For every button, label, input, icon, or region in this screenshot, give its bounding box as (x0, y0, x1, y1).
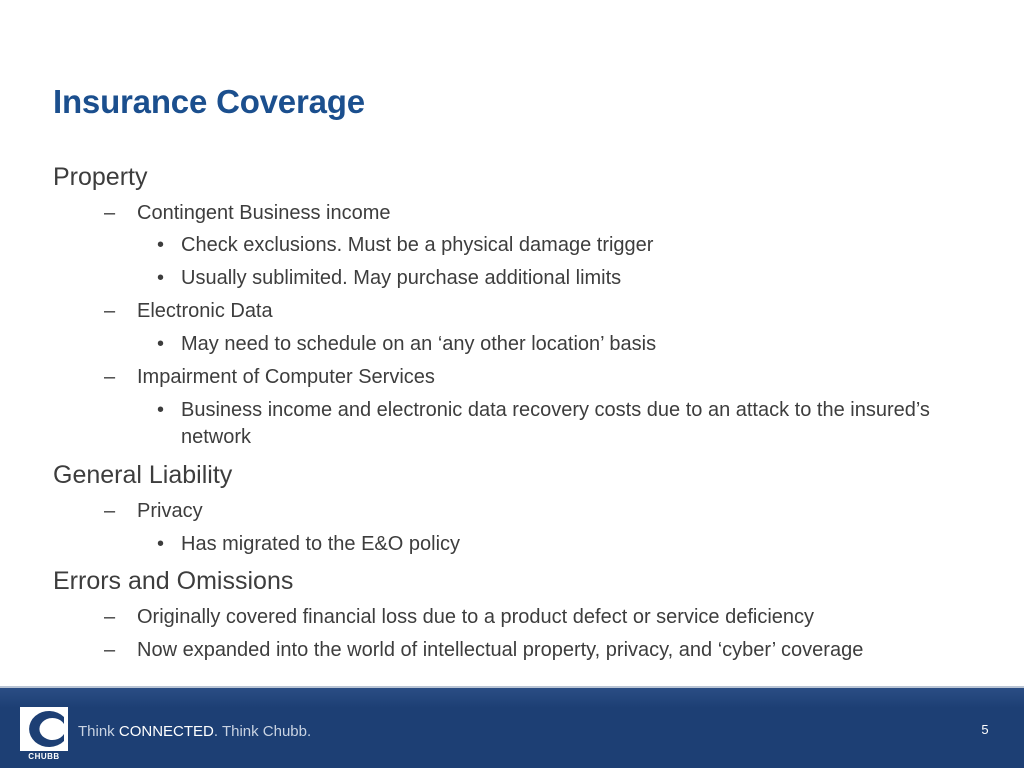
bullet-usually-sublimited (157, 265, 977, 292)
bullet-business-income-recovery (157, 397, 977, 451)
dash-marker: – (104, 606, 116, 628)
logo-wordmark: CHUBB (28, 752, 60, 761)
subitem-label: Privacy (137, 500, 203, 522)
bullet-text: Usually sublimited. May purchase additional limits (181, 267, 622, 289)
bullet-has-migrated (157, 531, 977, 558)
subitem-label: Now expanded into the world of intellectual property, privacy, and ‘cyber’ coverage (137, 639, 864, 661)
bullet-marker: • (157, 399, 165, 421)
bullet-marker: • (157, 533, 165, 555)
bullet-text: Has migrated to the E&O policy (181, 533, 461, 555)
section-heading-general-liability: General Liability (53, 461, 233, 489)
dash-marker: – (104, 202, 116, 224)
subitem-label: Contingent Business income (137, 202, 391, 224)
tagline-connected: CONNECTED (118, 723, 214, 740)
subitem-label: Impairment of Computer Services (137, 366, 435, 388)
bullet-text: Check exclusions. Must be a physical damage trigger (181, 234, 654, 256)
dash-marker: – (104, 300, 116, 322)
bullet-may-need-to-schedule (157, 331, 977, 358)
dash-marker: – (104, 366, 116, 388)
subitem-label: Electronic Data (137, 300, 273, 322)
page-number: 5 (981, 722, 989, 737)
dash-marker: – (104, 639, 116, 661)
footer-shade (0, 688, 1024, 708)
dash-marker: – (104, 500, 116, 522)
section-heading-errors-and-omissions: Errors and Omissions (53, 567, 294, 595)
subitem-label: Originally covered financial loss due to a product defect or service deficiency (137, 606, 815, 628)
bullet-text: Business income and electronic data recovery costs due to an attack to the insured’s network (181, 399, 930, 448)
footer-tagline (78, 722, 311, 742)
bullet-text: May need to schedule on an ‘any other location’ basis (181, 333, 657, 355)
bullet-check-exclusions (157, 232, 977, 259)
chubb-logo-icon (20, 707, 68, 751)
slide-title: Insurance Coverage (53, 83, 365, 120)
bullet-marker: • (157, 267, 165, 289)
section-heading-property: Property (53, 163, 148, 191)
tagline-think: Think (78, 723, 119, 740)
tagline-think-chubb: . Think Chubb. (213, 723, 312, 740)
bullet-marker: • (157, 234, 165, 256)
bullet-marker: • (157, 333, 165, 355)
